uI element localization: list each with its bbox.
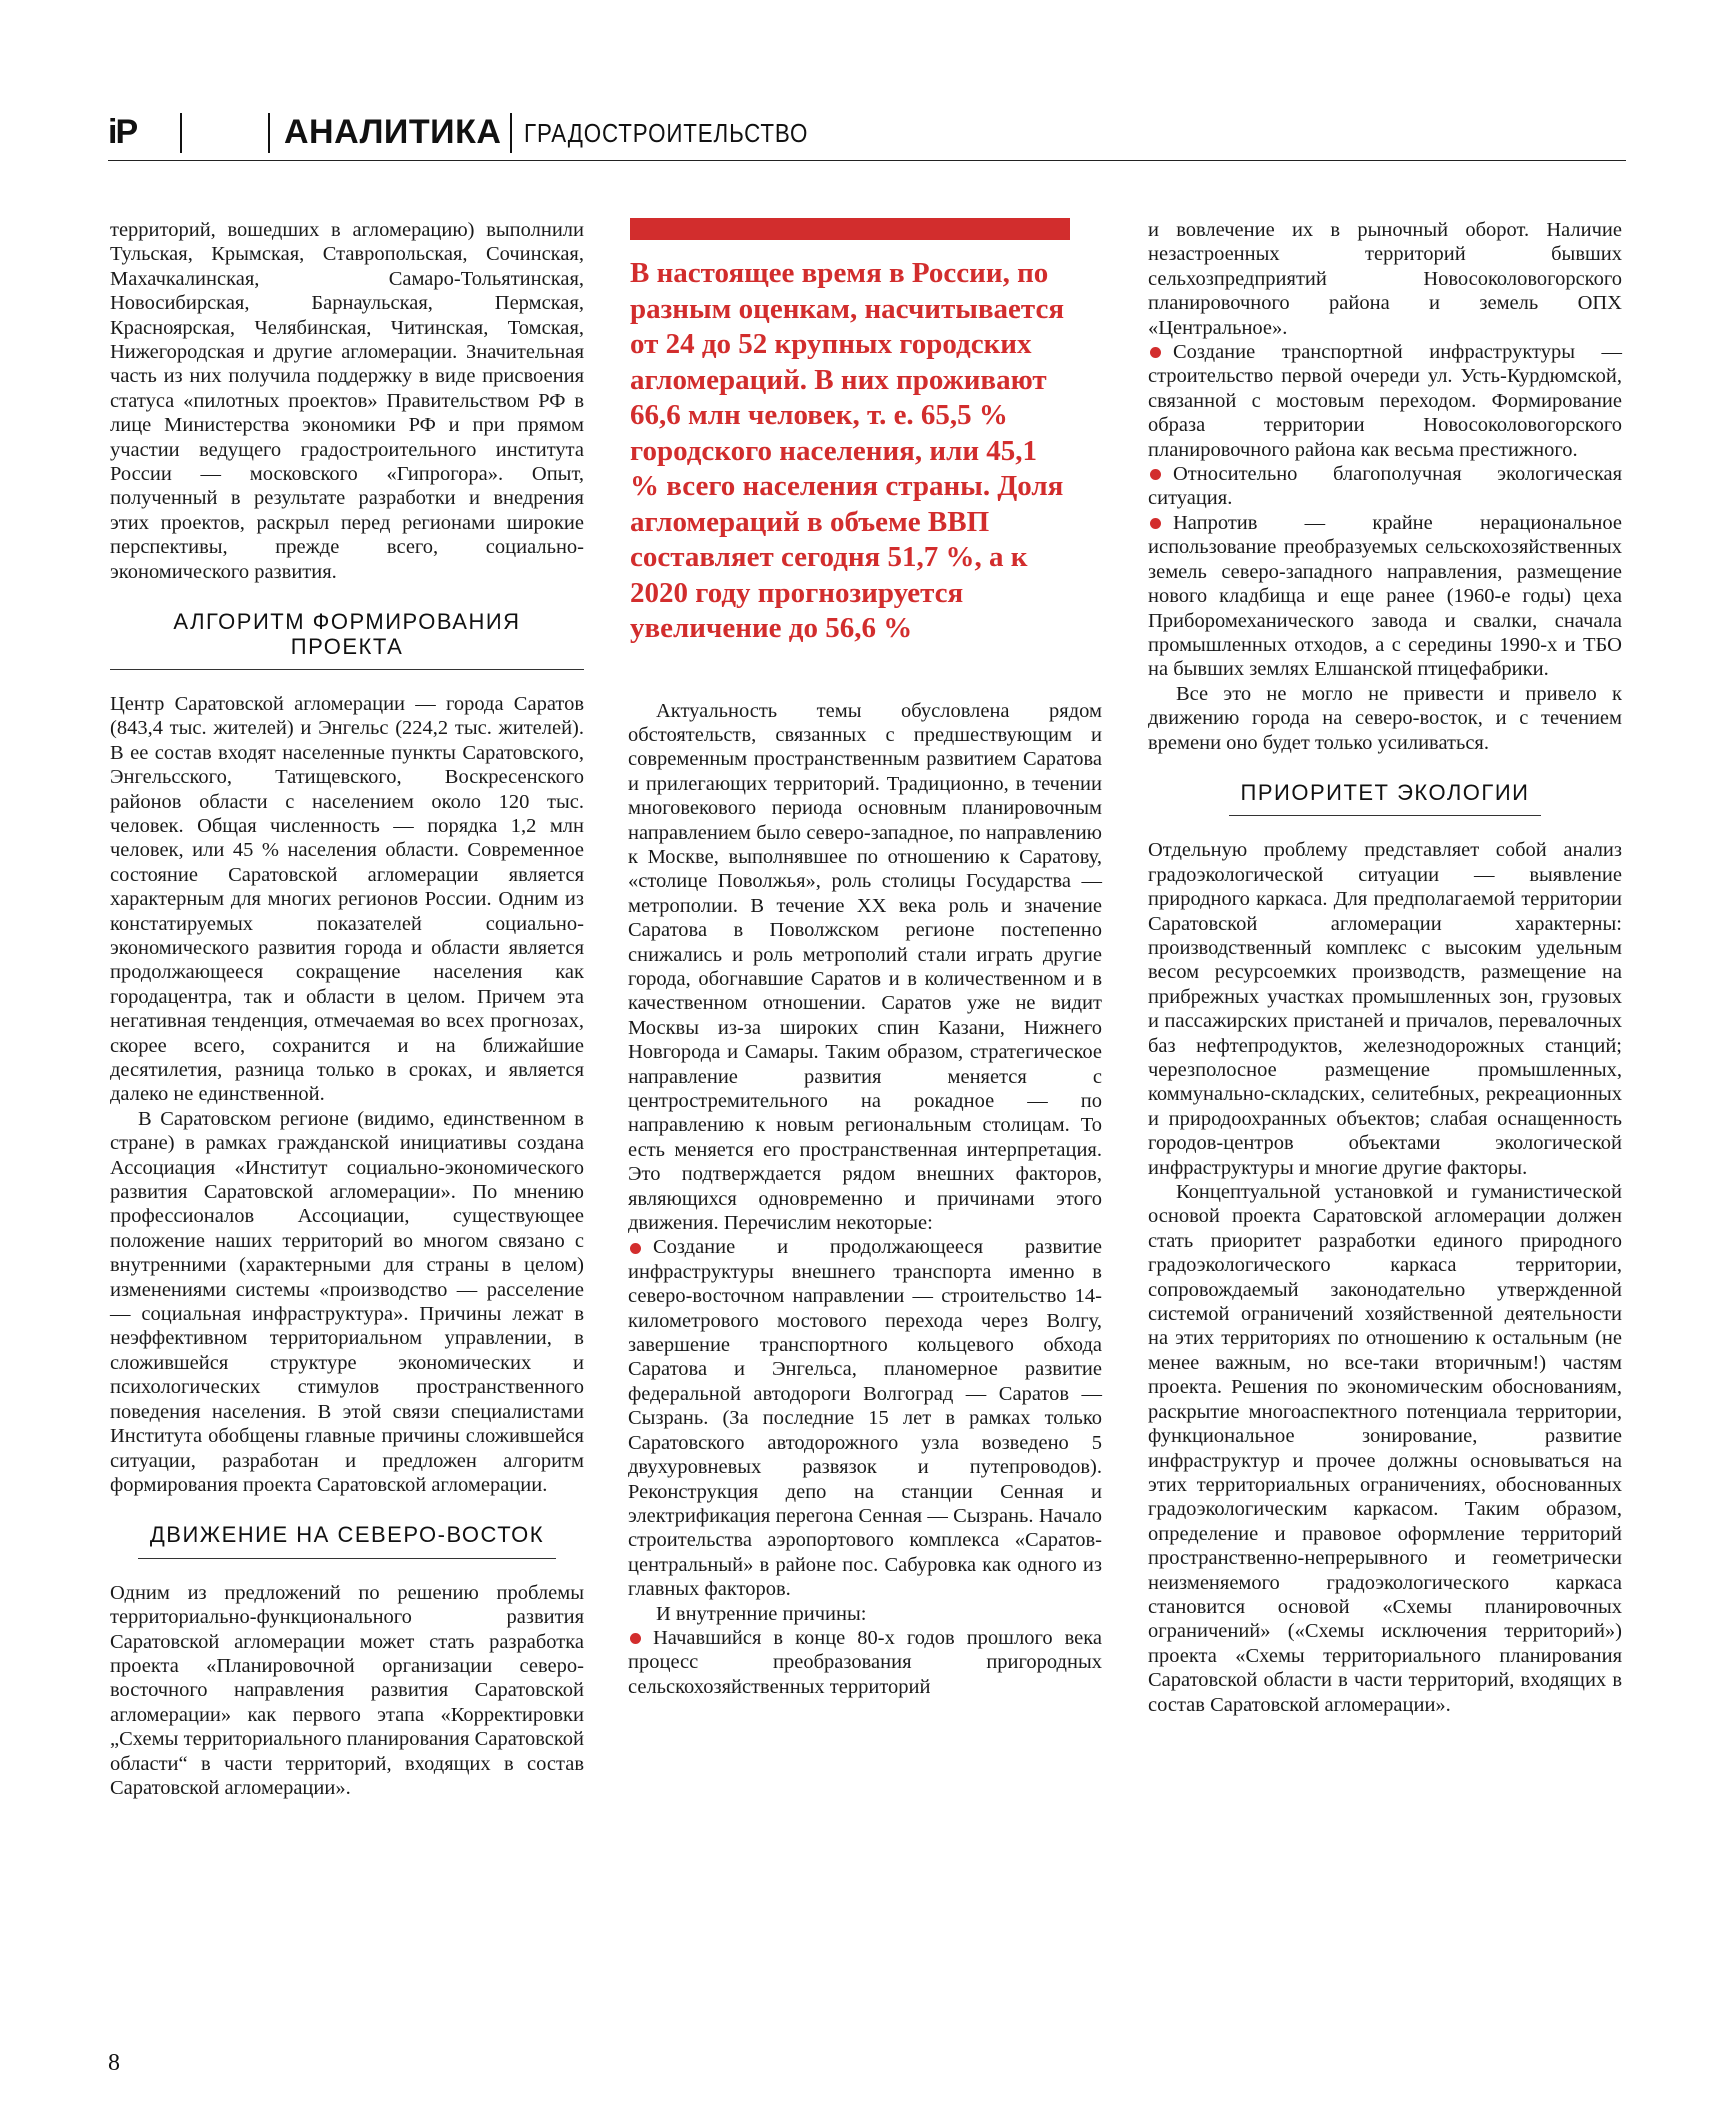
bullet-text: Начавшийся в конце 80-х годов прошлого века процесс преобразования пригородных сельскохозяйственных территорий — [628, 1626, 1102, 1698]
page-number: 8 — [108, 2050, 120, 2076]
bullet-text: Создание и продолжающееся развитие инфраструктуры внешнего транспорта именно в северо-восточном направлении — строительство 14-километрового мостового перехода через Волгу, завершение транспортного кольцевого обхода Саратова и Энгельса, планомерное развитие федеральной автодороги Волгоград — Саратов — Сызрань. (За последние 15 лет в рамках только Саратовского автодорожного узла возведено 5 двухуровневых развязок и путепроводов). Реконструкция депо на станции Сенная и электрификация перегона Сенная — Сызрань. Начало строительства аэропортового комплекса «Саратов-центральный» в районе пос. Сабуровка как одного из главных факторов. — [628, 1236, 1102, 1601]
bullet-icon — [1150, 347, 1161, 358]
paragraph: Актуальность темы обусловлена рядом обстоятельств, связанных с предшествующим и современным пространственным развитием Саратова и прилегающих территорий. Традиционно, в течении многовекового периода основным планировочным направлением было северо-западное, по направлению к Москве, выполнявшее по отношению к Саратову, «столице Поволжья», роль столицы Государства — метрополии. В течение XX века роль и значение Саратова в Поволжском регионе постепенно снижались и роль метрополий стали играть другие города, обогнавшие Саратов и в количественном и в качественном отношении. Саратов уже не видит Москвы из-за широких спин Казани, Нижнего Новгорода и Самары. Таким образом, стратегическое направление развития меняется с центростремительного на рокадное — по направлению к новым региональным столицам. То есть меняется его пространственная интерпретация. Это подтверждается рядом внешних факторов, являющихся одновременно и причинами этого движения. Перечислим некоторые: — [628, 699, 1102, 1235]
bullet-text: Напротив — крайне нерациональное использование преобразуемых сельскохозяйственных земель северо-западного направления, размещение нового кладбища и еще ранее (1960-е годы) цеха Приборомеханического завода и свалки, сначала промышленных отходов, а с середины 1990-х и ТБО на бывших землях Елшанской птицефабрики. — [1148, 511, 1622, 681]
publication-logo — [108, 112, 158, 151]
bullet-icon — [1150, 518, 1161, 529]
bullet-item — [628, 1235, 1102, 1601]
paragraph: территорий, вошедших в агломерацию) выполнили Тульская, Крымская, Ставропольская, Сочинская, Махачкалинская, Самаро-Тольятинская, Новосибирская, Барнаульская, Пермская, Красноярская, Челябинская, Читинская, Томская, Нижегородская и другие агломерации. Значительная часть из них получила поддержку в виде присвоения статуса «пилотных проектов» Правительством РФ в лице Министерства экономики РФ и при прямом участии ведущего градостроительного института России — московского «Гипрогора». Опыт, полученный в результате разработки и внедрения этих проектов, раскрыл перед регионами широкие перспективы, прежде всего, социально-экономического развития. — [110, 219, 584, 583]
paragraph: И внутренние причины: — [656, 1602, 867, 1625]
heading-text: АЛГОРИТМ ФОРМИРОВАНИЯ ПРОЕКТА — [110, 610, 584, 670]
header-divider — [180, 113, 182, 153]
page-header — [108, 105, 1626, 161]
header-divider — [510, 113, 512, 153]
paragraph: Концептуальной установкой и гуманистической основой проекта Саратовской агломерации должен стать приоритет разработки единого природного градоэкологического каркаса территории, сопровождаемый законодательно утвержденной системой ограничений хозяйственной деятельности на этих территориях по отношению к остальным (не менее важным, но все-таки вторичным!) частям проекта. Решения по экономическим обоснованиям, раскрытие многоаспектного потенциала территории, функциональное зонирование, развитие инфраструктур и прочее должны основываться на этих территориальных ограничениях, обоснованных градоэкологическим каркасом. Таким образом, определение и правовое оформление территорий пространственно-непрерывного и геометрически неизменяемого градоэкологического каркаса становится основой «Схемы планировочных ограничений» («Схемы исключения территорий») проекта «Схемы территориального планирования Саратовской области в части территорий, входящих в состав Саратовской агломерации». — [1148, 1181, 1622, 1716]
article-column-3 — [1148, 218, 1622, 1717]
bullet-item — [1148, 511, 1622, 682]
paragraph: В Саратовском регионе (видимо, единственном в стране) в рамках гражданской инициативы создана Ассоциация «Институт социально-экономического развития Саратовской агломерации». По мнению профессионалов Ассоциации, существующее положение наших территорий во многом связано с внутренними (характерными для страны в целом) изменениями системы «производство — расселение — социальная инфраструктура». Причины лежат в неэффективном территориальном управлении, в сложившейся структуре экономических и психологических стимулов пространственного поведения населения. В этой связи специалистами Института обобщены главные причины сложившейся ситуации, разработан и предложен алгоритм формирования проекта Саратовской агломерации. — [110, 1107, 584, 1496]
bullet-text: Относительно благополучная экологическая ситуация. — [1148, 463, 1622, 510]
pull-quote-bar — [630, 218, 1070, 240]
paragraph: и вовлечение их в рыночный оборот. Наличие незастроенных территорий бывших сельхозпредприятий Новосоколовогорского планировочного района и земель ОПХ «Центральное». — [1148, 219, 1622, 339]
pull-quote: В настоящее время в России, по разным оценкам, насчитывается от 24 до 52 крупных городских агломераций. В них проживают 66,6 млн человек, т. е. 65,5 % городского населения, или 45,1 % всего населения страны. Доля агломераций в объеме ВВП составляет сегодня 51,7 %, а к 2020 году прогнозируется увеличение до 56,6 % — [630, 257, 1065, 644]
paragraph: Все это не могло не привести и привело к движению города на северо-восток, и с течением времени оно будет только усиливаться. — [1148, 682, 1622, 754]
heading-text: ПРИОРИТЕТ ЭКОЛОГИИ — [1229, 781, 1542, 816]
bullet-icon — [630, 1243, 641, 1254]
bullet-icon — [630, 1633, 641, 1644]
bullet-icon — [1150, 469, 1161, 480]
header-divider — [268, 113, 270, 153]
section-title: АНАЛИТИКА — [284, 113, 502, 151]
paragraph: Центр Саратовской агломерации — города Саратов (843,4 тыс. жителей) и Энгельс (224,2 тыс. жителей). В ее состав входят населенные пункты Саратовского, Энгельсского, Татищевского, Воскресенского районов области с населением около 120 тыс. человек. Общая численность — порядка 1,2 млн человек, или 45 % населения области. Современное состояние Саратовской агломерации является характерным для многих регионов России. Одним из констатируемых показателей социально-экономического развития города и области является продолжающееся сокращение населения как городацентра, так и области в целом. Причем эта негативная тенденция, отмечаемая во всех прогнозах, скорее всего, сохранится и на ближайшие десятилетия, разница только в сроках, и является далеко не единственной. — [110, 692, 584, 1106]
bullet-item — [1148, 462, 1622, 511]
article-column-2 — [628, 218, 1102, 1699]
bullet-text: Создание транспортной инфраструктуры — строительство первой очереди ул. Усть-Курдюмской, связанной с мостовым переходом. Формирование образа территории Новосоколовогорского планировочного района как весьма престижного. — [1148, 341, 1622, 461]
article-column-1 — [110, 218, 584, 1800]
bullet-item — [628, 1626, 1102, 1699]
bullet-item — [1148, 340, 1622, 462]
section-heading — [110, 610, 584, 670]
paragraph: Отдельную проблему представляет собой анализ градоэкологической ситуации — выявление природного каркаса. Для предполагаемой территории Саратовской агломерации характерны: производственный комплекс с высоким удельным весом ресурсоемких производств, размещение на прибрежных участках промышленных зон, грузовых и пассажирских пристаней и причалов, перевалочных баз нефтепродуктов, железнодорожных станций; черезполосное размещение промышленных, коммунально-складских, селитебных, рекреационных и природоохранных объектов; слабая оснащенность городов-центров объектами экологической инфраструктуры и многие другие факторы. — [1148, 839, 1622, 1179]
subsection-title: ГРАДОСТРОИТЕЛЬСТВО — [524, 118, 809, 148]
heading-text: ДВИЖЕНИЕ НА СЕВЕРО-ВОСТОК — [138, 1523, 556, 1558]
spacer — [628, 647, 1102, 699]
section-heading — [1148, 781, 1622, 816]
section-heading — [110, 1523, 584, 1558]
paragraph: Одним из предложений по решению проблемы территориально-функционального развития Саратовской агломерации может стать разработка проекта «Планировочной организации северо-восточного направления развития Саратовской агломерации» как первого этапа «Корректировки „Схемы территориального планирования Саратовской области“ в части территорий, входящих в состав Саратовской агломерации». — [110, 1581, 584, 1799]
logo-text: iP — [108, 112, 137, 151]
